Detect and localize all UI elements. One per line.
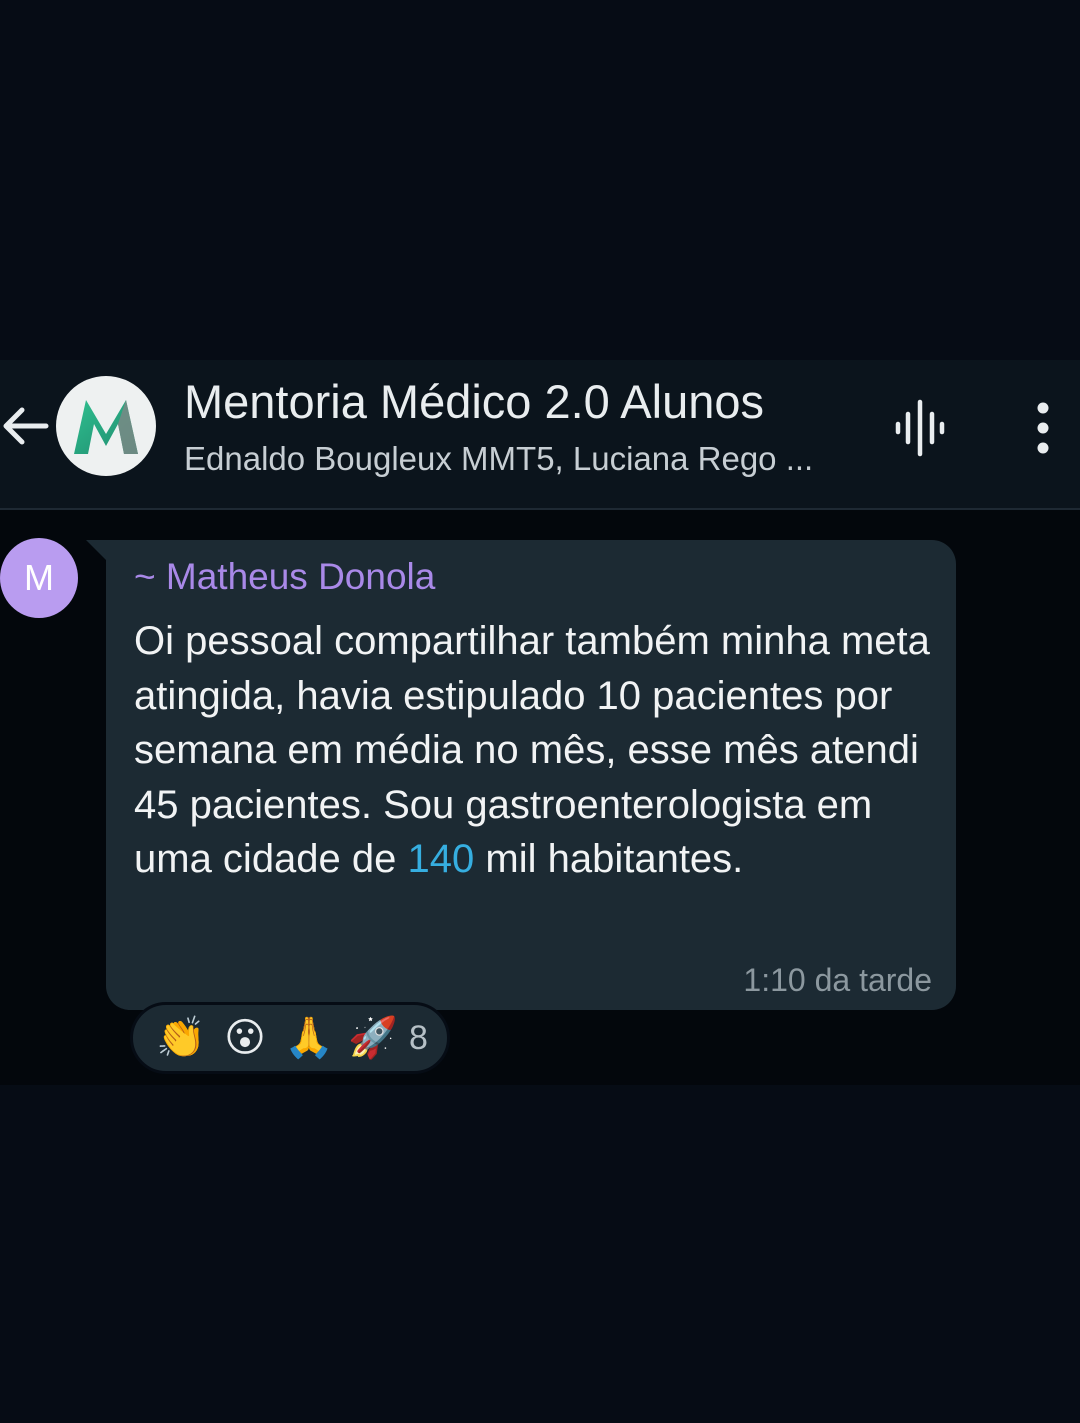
more-options-button[interactable] [1026, 400, 1060, 456]
sender-avatar[interactable]: M [0, 538, 78, 618]
clap-emoji: 👏 [156, 1016, 206, 1060]
rocket-emoji: 🚀 [348, 1016, 398, 1060]
message-text-end: mil habitantes. [474, 837, 744, 881]
reactions-bar[interactable] [130, 1002, 450, 1074]
phone-number-link[interactable]: 140 [407, 837, 475, 881]
pray-emoji: 🙏 [284, 1016, 334, 1060]
voice-wave-icon [890, 398, 950, 458]
arrow-left-icon [0, 400, 52, 452]
voice-chat-button[interactable] [890, 398, 950, 458]
bubble-tail [86, 540, 108, 562]
group-title[interactable]: Mentoria Médico 2.0 Alunos [184, 375, 764, 428]
message-time: 1:10 da tarde [743, 962, 932, 998]
surprised-emoji: 😮 [224, 1016, 266, 1060]
more-vertical-icon [1026, 400, 1060, 456]
reaction-count: 8 [409, 1018, 428, 1057]
message-text-start: Oi pessoal compartilhar também minha meta atingida, havia estipulado 10 pacientes por semana em média no mês, esse mês atendi 45 pacientes. Sou gastroenterologista em uma cidade de [134, 619, 930, 881]
group-members[interactable]: Ednaldo Bougleux MMT5, Luciana Rego ... [184, 440, 814, 477]
group-logo [56, 376, 156, 476]
message-text [134, 614, 944, 887]
group-avatar[interactable] [56, 376, 156, 476]
sender-name[interactable]: ~ Matheus Donola [134, 556, 436, 597]
back-button[interactable] [0, 400, 52, 452]
